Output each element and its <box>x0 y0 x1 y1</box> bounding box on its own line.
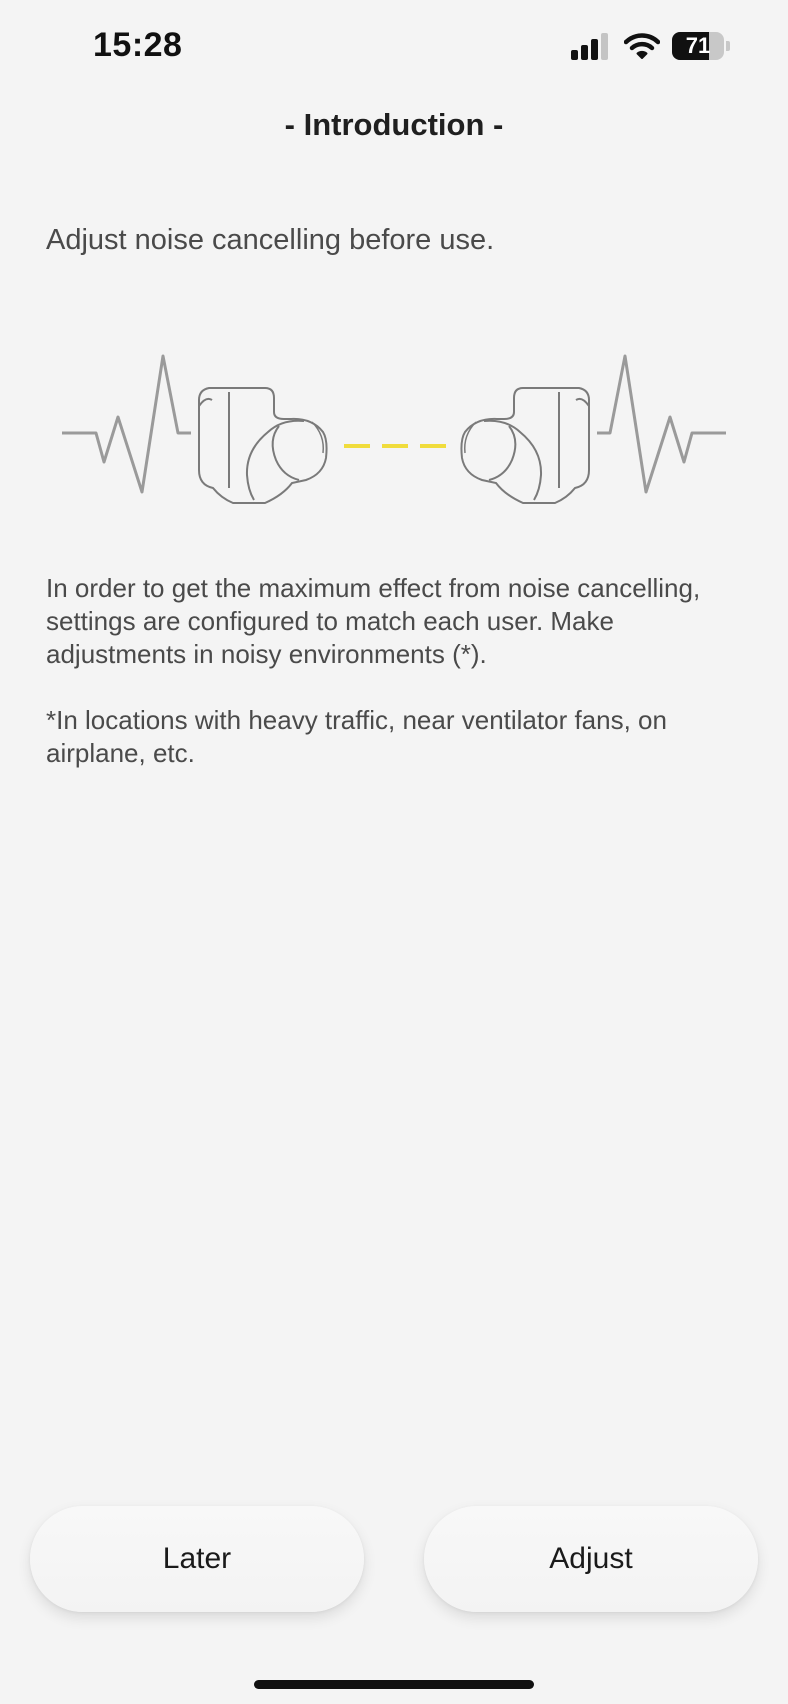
description <box>46 572 746 770</box>
page-title: - Introduction - <box>284 107 504 142</box>
signal-icon <box>570 32 612 60</box>
right-sound-wave-icon <box>597 356 726 492</box>
later-button[interactable]: Later <box>30 1506 364 1612</box>
wifi-icon <box>624 32 660 60</box>
left-earbud-icon <box>199 388 327 503</box>
status-icons <box>570 32 730 60</box>
adjust-button[interactable]: Adjust <box>424 1506 758 1612</box>
status-time: 15:28 <box>93 26 183 64</box>
battery-level: 71 <box>685 33 711 58</box>
home-indicator[interactable] <box>254 1680 534 1689</box>
right-earbud-icon <box>461 388 589 503</box>
battery-body <box>672 32 724 60</box>
footnote-text: *In locations with heavy traffic, near ventilator fans, on airplane, etc. <box>46 705 667 768</box>
noise-cancelling-illustration <box>56 340 732 520</box>
headline: Adjust noise cancelling before use. <box>46 224 495 256</box>
battery-icon <box>672 32 730 60</box>
left-sound-wave-icon <box>62 356 191 492</box>
description-text: In order to get the maximum effect from noise cancelling, settings are configured to match each user. Make adjustments in noisy environments (*). <box>46 573 701 669</box>
battery-cap <box>726 41 730 51</box>
status-bar <box>0 0 788 96</box>
